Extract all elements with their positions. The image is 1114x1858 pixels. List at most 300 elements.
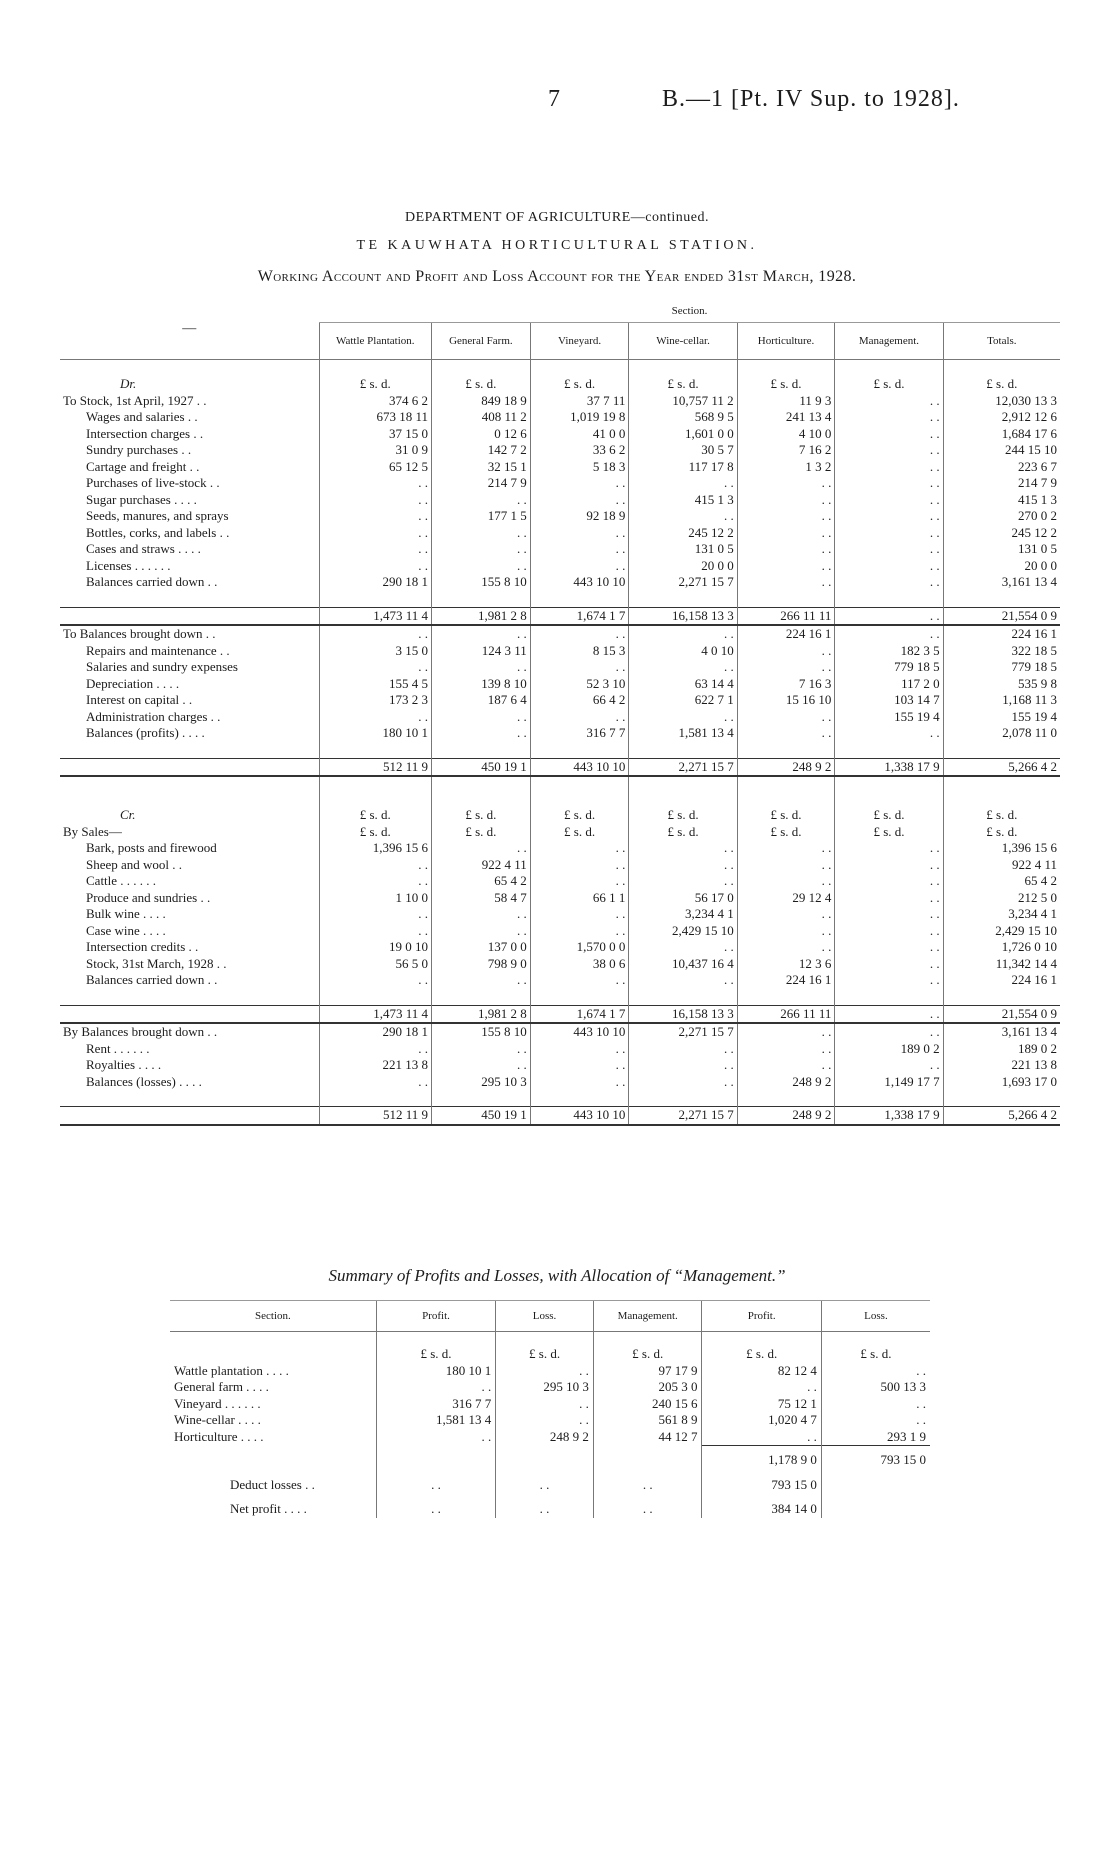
amount-cell: . . [319,906,432,923]
amount-cell: . . [835,574,943,591]
amount-cell: 65 4 2 [943,873,1060,890]
sum-header-profit: Profit. [376,1301,495,1332]
total-cell: 1,674 1 7 [530,1005,629,1023]
spacer-cell [432,360,531,377]
amount-cell: . . [432,906,531,923]
unit-cell: £ s. d. [943,824,1060,841]
unit-row [60,376,1060,393]
amount-cell: 12,030 13 3 [943,393,1060,410]
amount-cell: 1 10 0 [319,890,432,907]
amount-cell: 1,693 17 0 [943,1074,1060,1091]
row-label: Intersection credits . . [86,939,199,954]
amount-cell: 31 0 9 [319,442,432,459]
amount-cell: . . [737,558,835,575]
amount-cell: . . [432,923,531,940]
amount-cell: . . [432,725,531,742]
total-cell: 21,554 0 9 [943,607,1060,625]
row-label: Repairs and maintenance . . [86,642,230,658]
total-cell: 443 10 10 [530,1107,629,1125]
sum-dots: . . [496,1469,594,1494]
table-row [60,956,1060,973]
total-cell: 1,473 11 4 [319,1005,432,1023]
amount-cell: 1,601 0 0 [629,426,737,443]
total-cell: 1,981 2 8 [432,1005,531,1023]
amount-cell: 4 0 10 [629,643,737,660]
spacer-row [60,591,1060,608]
table-row [60,558,1060,575]
sum-unit-cell: £ s. d. [821,1332,930,1363]
col-header-totals: Totals. [943,323,1060,360]
amount-cell: . . [432,1041,531,1058]
amount-cell: . . [835,840,943,857]
amount-cell: 3,161 13 4 [943,574,1060,591]
row-label: Purchases of live-stock . . [86,475,220,490]
total-cell: 450 19 1 [432,758,531,776]
amount-cell: . . [835,906,943,923]
table-row [60,1057,1060,1074]
amount-cell: 1,019 19 8 [530,409,629,426]
amount-cell: 2,912 12 6 [943,409,1060,426]
sum-total-profit: 1,178 9 0 [702,1446,821,1469]
amount-cell: 316 7 7 [530,725,629,742]
amount-cell: . . [835,492,943,509]
table-row [60,1041,1060,1058]
unit-cell: £ s. d. [737,376,835,393]
amount-cell: . . [629,709,737,726]
unit-cell: £ s. d. [943,376,1060,393]
amount-cell: 374 6 2 [319,393,432,410]
amount-cell: 1,684 17 6 [943,426,1060,443]
amount-cell: . . [629,939,737,956]
total-cell: 443 10 10 [530,758,629,776]
station-title: TE KAUWHATA HORTICULTURAL STATION. [356,238,758,253]
total-cell: 2,271 15 7 [629,758,737,776]
sum-spacer [170,1332,376,1363]
amount-cell: 568 9 5 [629,409,737,426]
unit-cell: £ s. d. [835,376,943,393]
table-row [60,508,1060,525]
deduct-losses-row-label: Deduct losses . . [230,1476,315,1492]
spacer-cell [60,591,319,608]
total-cell: 2,271 15 7 [629,1107,737,1125]
amount-cell: . . [319,873,432,890]
side-label: Cr. [120,807,136,822]
sum-blank [821,1493,930,1518]
col-header-wattle: Wattle Plantation. [319,323,432,360]
spacer-cell [737,591,835,608]
amount-cell: 408 11 2 [432,409,531,426]
amount-cell: . . [835,409,943,426]
sum-amount-cell: . . [376,1429,495,1446]
spacer-cell [943,360,1060,377]
sum-amount-cell: . . [376,1379,495,1396]
amount-cell: . . [737,906,835,923]
sum-amount-cell: 97 17 9 [593,1363,702,1380]
amount-cell: . . [737,508,835,525]
table-row [60,857,1060,874]
amount-cell: 223 6 7 [943,459,1060,476]
spacer-cell [737,742,835,759]
total-cell: 5,266 4 2 [943,1107,1060,1125]
amount-cell: . . [737,923,835,940]
sum-amount-cell: 1,581 13 4 [376,1412,495,1429]
deduct-losses-row [170,1469,930,1494]
unit-cell: £ s. d. [629,824,737,841]
total-label [60,607,319,625]
table-row [60,625,1060,643]
amount-cell: . . [835,923,943,940]
amount-cell: 224 16 1 [943,625,1060,643]
amount-cell: 779 18 5 [835,659,943,676]
spacer-cell [432,591,531,608]
summary-table [170,1300,930,1518]
amount-cell: . . [737,857,835,874]
amount-cell: . . [319,475,432,492]
amount-cell: . . [835,525,943,542]
sum-amount-cell: . . [702,1379,821,1396]
col-header-management: Management. [835,323,943,360]
total-cell: 450 19 1 [432,1107,531,1125]
spacer-row [60,742,1060,759]
amount-cell: . . [737,1023,835,1041]
amount-cell: 56 5 0 [319,956,432,973]
sum-row-label: General farm . . . . [174,1379,269,1394]
sum-amount-cell: 180 10 1 [376,1363,495,1380]
sum-dots: . . [496,1493,594,1518]
sum-dots: . . [593,1469,702,1494]
amount-cell: 117 17 8 [629,459,737,476]
total-cell: . . [835,1005,943,1023]
amount-cell: . . [432,1057,531,1074]
amount-cell: 3,161 13 4 [943,1023,1060,1041]
amount-cell: 2,271 15 7 [629,574,737,591]
amount-cell: . . [737,939,835,956]
net-profit-row [170,1493,930,1518]
amount-cell: . . [737,1057,835,1074]
row-label: Royalties . . . . [86,1057,162,1072]
spacer-cell [432,1090,531,1107]
spacer-cell [629,591,737,608]
total-cell: 21,554 0 9 [943,1005,1060,1023]
total-label [60,1005,319,1023]
page-number: 7 [548,86,560,112]
sum-amount-cell: . . [821,1363,930,1380]
amount-cell: 415 1 3 [629,492,737,509]
amount-cell: 779 18 5 [943,659,1060,676]
amount-cell: 52 3 10 [530,676,629,693]
amount-cell: 1 3 2 [737,459,835,476]
amount-cell: . . [835,956,943,973]
amount-cell: . . [629,873,737,890]
table-row [60,1023,1060,1041]
table-row [60,459,1060,476]
table-row [60,442,1060,459]
amount-cell: 189 0 2 [943,1041,1060,1058]
amount-cell: 56 17 0 [629,890,737,907]
deduct-losses-row-value: 793 15 0 [702,1469,821,1494]
unit-cell: £ s. d. [432,824,531,841]
sum-header-section: Section. [170,1301,376,1332]
spacer-cell [737,360,835,377]
document-reference: B.—1 [Pt. IV Sup. to 1928]. [662,86,960,112]
table-row [60,873,1060,890]
amount-cell: 155 19 4 [943,709,1060,726]
sum-unit-row [170,1332,930,1363]
unit-cell: £ s. d. [943,807,1060,824]
sum-blank [821,1469,930,1494]
amount-cell: 1,396 15 6 [943,840,1060,857]
spacer-cell [737,989,835,1006]
amount-cell: . . [737,840,835,857]
amount-cell: . . [319,1041,432,1058]
side-label: Dr. [120,376,137,391]
col-header-wine-cellar: Wine-cellar. [629,323,737,360]
sum-row-label: Wine-cellar . . . . [174,1412,261,1427]
amount-cell: . . [629,857,737,874]
amount-cell: 1,168 11 3 [943,692,1060,709]
sum-dots: . . [376,1493,495,1518]
unit-cell: £ s. d. [319,807,432,824]
sum-subtotal-row [170,1446,930,1469]
amount-cell: . . [737,574,835,591]
spacer-row [60,776,1060,807]
amount-cell: . . [835,442,943,459]
amount-cell: . . [530,972,629,989]
sum-unit-cell: £ s. d. [496,1332,594,1363]
row-label: Salaries and sundry expenses [86,659,238,674]
spacer-cell [530,776,629,807]
amount-cell: 65 4 2 [432,873,531,890]
amount-cell: 224 16 1 [737,625,835,643]
amount-cell: . . [530,906,629,923]
amount-cell: 1,570 0 0 [530,939,629,956]
spacer-cell [835,591,943,608]
total-cell: 266 11 11 [737,607,835,625]
amount-cell: . . [629,1041,737,1058]
spacer-cell [629,1090,737,1107]
amount-cell: . . [432,840,531,857]
spacer-cell [629,742,737,759]
amount-cell: . . [835,1057,943,1074]
amount-cell: . . [530,1057,629,1074]
amount-cell: . . [530,840,629,857]
amount-cell: . . [835,873,943,890]
amount-cell: 224 16 1 [737,972,835,989]
working-account-table [60,300,1060,1126]
amount-cell: 535 9 8 [943,676,1060,693]
amount-cell: . . [319,625,432,643]
sum-header-management: Management. [593,1301,702,1332]
total-cell: 266 11 11 [737,1005,835,1023]
sum-blank [170,1446,376,1469]
amount-cell: . . [737,725,835,742]
amount-cell: 11 9 3 [737,393,835,410]
row-label: Sheep and wool . . [86,856,183,872]
table-row [60,393,1060,410]
total-cell: 248 9 2 [737,1107,835,1125]
amount-cell: 673 18 11 [319,409,432,426]
total-row [60,1107,1060,1125]
table-row [60,492,1060,509]
amount-cell: 8 15 3 [530,643,629,660]
net-profit-row-label: Net profit . . . . [230,1501,307,1516]
amount-cell: . . [629,1074,737,1091]
unit-row [60,807,1060,824]
amount-cell: . . [530,558,629,575]
amount-cell: 30 5 7 [629,442,737,459]
sum-header-net-loss: Loss. [821,1301,930,1332]
total-cell: 1,338 17 9 [835,758,943,776]
total-cell: 248 9 2 [737,758,835,776]
spacer-cell [737,776,835,807]
row-label: Balances carried down . . [86,972,218,987]
net-profit-row-value: 384 14 0 [702,1493,821,1518]
spacer-cell [530,742,629,759]
sum-amount-cell: 500 13 3 [821,1379,930,1396]
amount-cell: . . [737,492,835,509]
table-row [60,426,1060,443]
amount-cell: 32 15 1 [432,459,531,476]
spacer-cell [629,989,737,1006]
amount-cell: . . [530,1041,629,1058]
spacer-cell [835,776,943,807]
amount-cell: . . [319,558,432,575]
table-row [60,1074,1060,1091]
amount-cell: . . [530,525,629,542]
spacer-cell [60,776,319,807]
spacer-cell [530,1090,629,1107]
row-label: Stock, 31st March, 1928 . . [86,955,227,971]
amount-cell: 10,437 16 4 [629,956,737,973]
total-row [60,1005,1060,1023]
amount-cell: 214 7 9 [943,475,1060,492]
spacer-row [60,360,1060,377]
total-cell: . . [835,607,943,625]
amount-cell: 290 18 1 [319,574,432,591]
spacer-cell [530,360,629,377]
total-cell: 16,158 13 3 [629,1005,737,1023]
total-cell: 1,338 17 9 [835,1107,943,1125]
row-label: Wages and salaries . . [86,409,198,424]
row-label: Balances carried down . . [86,574,218,589]
amount-cell: 142 7 2 [432,442,531,459]
spacer-cell [60,742,319,759]
spacer-cell [60,1090,319,1107]
amount-cell: . . [835,857,943,874]
amount-cell: . . [319,659,432,676]
sum-unit-cell: £ s. d. [593,1332,702,1363]
amount-cell: . . [737,659,835,676]
table-row [60,840,1060,857]
sum-unit-cell: £ s. d. [376,1332,495,1363]
amount-cell: 189 0 2 [835,1041,943,1058]
amount-cell: 137 0 0 [432,939,531,956]
unit-cell: £ s. d. [629,807,737,824]
sum-unit-cell: £ s. d. [702,1332,821,1363]
corner-dash: — [60,300,319,360]
amount-cell: 849 18 9 [432,393,531,410]
sum-blank [593,1446,702,1469]
spacer-cell [319,989,432,1006]
amount-cell: 2,429 15 10 [629,923,737,940]
sum-blank [376,1446,495,1469]
col-header-horticulture: Horticulture. [737,323,835,360]
sum-header-net-profit: Profit. [702,1301,821,1332]
sum-amount-cell: 240 15 6 [593,1396,702,1413]
total-cell: 5,266 4 2 [943,758,1060,776]
amount-cell: . . [530,709,629,726]
total-label [60,1107,319,1125]
sum-row [170,1429,930,1446]
amount-cell: 622 7 1 [629,692,737,709]
spacer-cell [943,591,1060,608]
unit-cell: £ s. d. [530,824,629,841]
amount-cell: . . [319,525,432,542]
amount-cell: 443 10 10 [530,1023,629,1041]
sum-row [170,1412,930,1429]
unit-cell: £ s. d. [530,807,629,824]
amount-cell: 248 9 2 [737,1074,835,1091]
amount-cell: . . [835,426,943,443]
unit-cell: £ s. d. [319,376,432,393]
amount-cell: 295 10 3 [432,1074,531,1091]
amount-cell: . . [629,659,737,676]
spacer-cell [835,742,943,759]
amount-cell: . . [530,857,629,874]
amount-cell: 187 6 4 [432,692,531,709]
spacer-cell [319,742,432,759]
amount-cell: . . [835,1023,943,1041]
row-label: Balances (profits) . . . . [86,725,205,740]
row-label: Bottles, corks, and labels . . [86,524,230,540]
amount-cell: . . [737,709,835,726]
spacer-cell [60,360,319,377]
spacer-cell [629,360,737,377]
amount-cell: 10,757 11 2 [629,393,737,410]
total-cell: 1,674 1 7 [530,607,629,625]
col-header-general-farm: General Farm. [432,323,531,360]
amount-cell: . . [835,393,943,410]
sum-amount-cell: 44 12 7 [593,1429,702,1446]
sales-heading: By Sales— [63,823,122,839]
amount-cell: 37 15 0 [319,426,432,443]
spacer-cell [943,776,1060,807]
amount-cell: 58 4 7 [432,890,531,907]
amount-cell: 41 0 0 [530,426,629,443]
amount-cell: 11,342 14 4 [943,956,1060,973]
total-cell: 512 11 9 [319,1107,432,1125]
table-row [60,525,1060,542]
amount-cell: 270 0 2 [943,508,1060,525]
amount-cell: . . [835,625,943,643]
amount-cell: 38 0 6 [530,956,629,973]
amount-cell: 7 16 3 [737,676,835,693]
amount-cell: 15 16 10 [737,692,835,709]
row-label: Cartage and freight . . [86,458,200,474]
account-title: Working Account and Profit and Loss Account for the Year ended 31st March, 1928. [257,268,857,285]
sum-amount-cell: . . [821,1396,930,1413]
amount-cell: . . [530,625,629,643]
spacer-cell [943,989,1060,1006]
spacer-cell [629,776,737,807]
row-label: Seeds, manures, and sprays [86,508,229,523]
unit-cell: £ s. d. [629,376,737,393]
sum-row-label: Wattle plantation . . . . [174,1362,289,1378]
spacer-cell [943,742,1060,759]
amount-cell: . . [432,709,531,726]
unit-cell: £ s. d. [432,807,531,824]
sum-amount-cell: . . [496,1363,594,1380]
